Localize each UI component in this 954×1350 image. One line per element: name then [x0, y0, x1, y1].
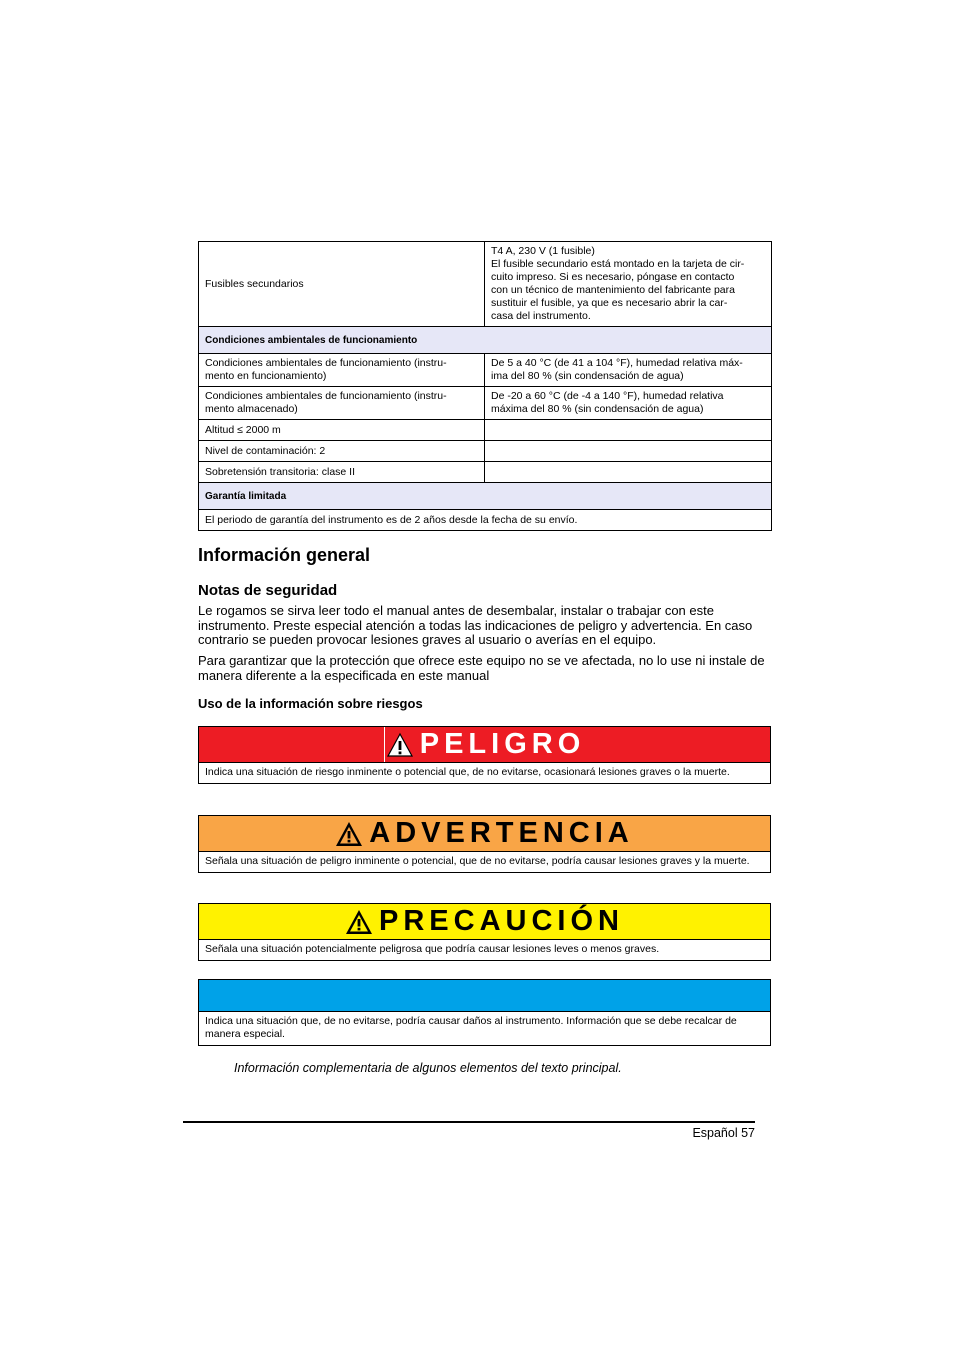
cell-line: De -20 a 60 °C (de -4 a 140 °F), humedad relativa — [491, 390, 724, 402]
table-cell-label: Fusibles secundarios — [199, 242, 485, 327]
table-cell-label — [199, 387, 485, 420]
warning-triangle-icon — [345, 909, 373, 935]
cell-line: con un técnico de mantenimiento del fabricante para — [491, 284, 735, 296]
cell-line: casa del instrumento. — [491, 310, 591, 322]
heading-risk-information: Uso de la información sobre riesgos — [198, 696, 423, 711]
page-footer: Español 57 — [692, 1126, 755, 1140]
cell-line: sustituir el fusible, ya que es necesario abrir la car- — [491, 297, 728, 309]
section-title: Condiciones ambientales de funcionamiento — [199, 327, 772, 354]
table-cell-label: Altitud ≤ 2000 m — [199, 420, 485, 441]
warning-box — [198, 815, 771, 873]
table-section-header — [199, 483, 772, 510]
table-row — [199, 462, 772, 483]
warning-triangle-icon — [386, 732, 414, 758]
table-row — [199, 510, 772, 531]
notice-header — [199, 980, 770, 1012]
cell-line: De 5 a 40 °C (de 41 a 104 °F), humedad relativa máx- — [491, 357, 743, 369]
table-cell-value — [485, 354, 772, 387]
hazard-description: Señala una situación de peligro inminente o potencial, que de no evitarse, podría causar lesiones graves y la muerte. — [205, 855, 750, 867]
signal-word: ADVERTENCIA — [369, 817, 634, 849]
paragraph: Para garantizar que la protección que ofrece este equipo no se ve afectada, no lo use ni instale de manera diferente a la especificada en este manual — [198, 653, 765, 683]
table-cell-value — [485, 242, 772, 327]
signal-word: PRECAUCIÓN — [379, 905, 624, 937]
warning-triangle-icon — [335, 821, 363, 847]
table-row — [199, 242, 772, 327]
notice-box — [198, 979, 771, 1046]
footer-rule — [183, 1121, 755, 1123]
table-row — [199, 387, 772, 420]
hazard-description: Indica una situación de riesgo inminente o potencial que, de no evitarse, ocasionará lesiones graves o la muerte. — [205, 766, 730, 778]
table-cell-full: El periodo de garantía del instrumento es de 2 años desde la fecha de su envío. — [199, 510, 772, 531]
table-cell-label: Sobretensión transitoria: clase II — [199, 462, 485, 483]
caution-box — [198, 903, 771, 961]
table-section-header — [199, 327, 772, 354]
table-cell-label — [199, 354, 485, 387]
hazard-description: Señala una situación potencialmente peligrosa que podría causar lesiones leves o menos graves. — [205, 943, 660, 955]
cell-line: cuito impreso. Si es necesario, póngase en contacto — [491, 271, 735, 283]
caution-header — [199, 904, 770, 940]
icon-box — [384, 727, 420, 762]
table-cell-value — [485, 420, 772, 441]
heading-safety-notes: Notas de seguridad — [198, 582, 338, 599]
note-text: Información complementaria de algunos elementos del texto principal. — [234, 1061, 622, 1075]
paragraph: Le rogamos se sirva leer todo el manual antes de desembalar, instalar o trabajar con este instrumento. Preste especial atención a todas las indicaciones de peligro y advertencia. En caso contrario se pueden provocar lesiones graves al usuario o averías en el equipo. — [198, 603, 753, 647]
table-cell-label: Nivel de contaminación: 2 — [199, 441, 485, 462]
section-title: Garantía limitada — [199, 483, 772, 510]
table-row — [199, 420, 772, 441]
cell-line: Condiciones ambientales de funcionamiento (instru- — [205, 357, 447, 369]
table-row — [199, 441, 772, 462]
signal-word: PELIGRO — [419, 728, 586, 760]
table-cell-value — [485, 441, 772, 462]
cell-line: Condiciones ambientales de funcionamiento (instru- — [205, 390, 447, 402]
cell-line: mento en funcionamiento) — [205, 370, 327, 382]
heading-general-information: Información general — [198, 545, 371, 565]
cell-line: máxima del 80 % (sin condensación de agua) — [491, 403, 704, 415]
hazard-description: Indica una situación que, de no evitarse, podría causar daños al instrumento. Información que se debe recalcar de manera especial. — [205, 1015, 737, 1040]
table-cell-value — [485, 462, 772, 483]
cell-line: T4 A, 230 V (1 fusible) — [491, 245, 595, 257]
cell-line: El fusible secundario está montado en la tarjeta de cir- — [491, 258, 745, 270]
cell-line: mento almacenado) — [205, 403, 298, 415]
danger-header — [199, 727, 770, 763]
specifications-table — [198, 241, 772, 531]
cell-line: ima del 80 % (sin condensación de agua) — [491, 370, 684, 382]
danger-box — [198, 726, 771, 784]
table-row — [199, 354, 772, 387]
table-cell-value — [485, 387, 772, 420]
warning-header — [199, 816, 770, 852]
